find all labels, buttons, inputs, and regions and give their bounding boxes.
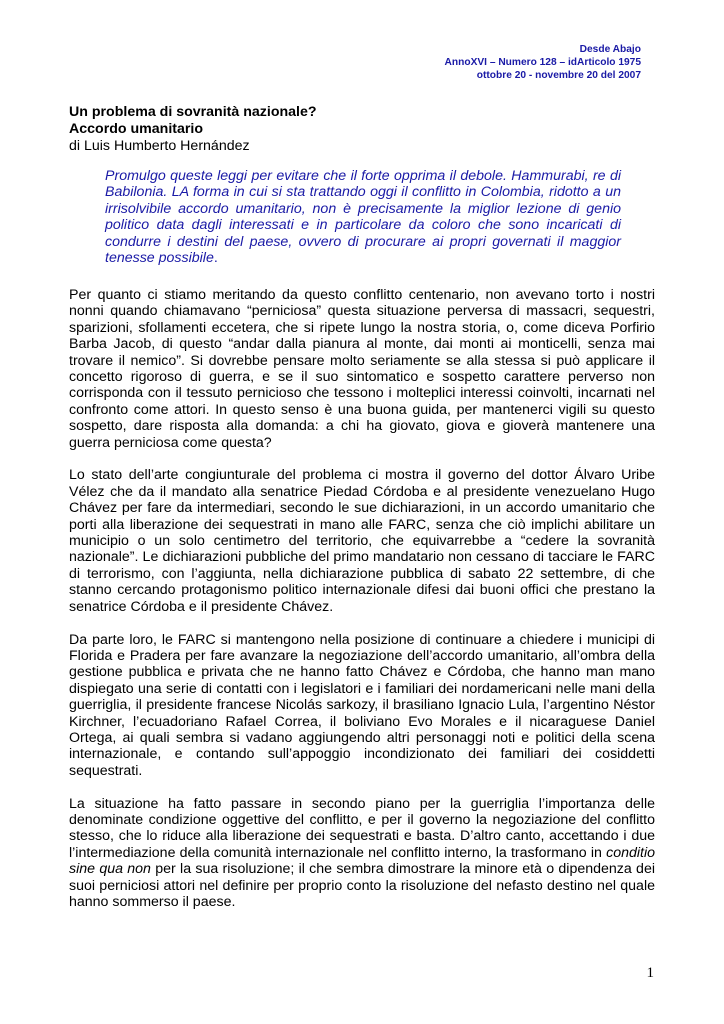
article-title-block bbox=[69, 104, 317, 155]
issue-dates: ottobre 20 - novembre 20 del 2007 bbox=[476, 70, 641, 81]
epigraph-text: Promulgo queste leggi per evitare che il forte opprima il debole. Hammurabi, re di Babilonia. LA forma in cui si sta trattando oggi il conflitto in Colombia, ridotto a un irrisolvibile accordo umanitario, non è precisamente la miglior lezione di genio politico data dagli interessati e in particolare da coloro che sono incaricati di condurre i destini del paese, ovvero di procurare ai propri governati il maggior tenesse possibile bbox=[105, 168, 621, 267]
body-paragraph-2: Lo stato dell’arte congiunturale del problema ci mostra il governo del dottor Álvaro Uribe Vélez che da il mandato alla senatrice Piedad Córdoba e al presidente venezuelano Hugo Chávez per fare da intermediari, secondo le sue dichiarazioni, in un accordo umanitario che porti alla liberazione dei sequestrati in mano alle FARC, senza che ciò implichi abilitare un municipio o un solo centimetro del territorio, che equivarrebbe a “cedere la sovranità nazionale”. Le dichiarazioni pubbliche del primo mandatario non cessano di tacciare le FARC di terrorismo, con l’aggiunta, nella dichiarazione pubblica di sabato 22 settembre, di che stanno cercando protagonismo politico internazionale difesi dai buoni offici che prestano la senatrice Córdoba e il presidente Chávez. bbox=[69, 467, 655, 615]
page-number: 1 bbox=[646, 965, 654, 981]
article-byline: di Luis Humberto Hernández bbox=[69, 138, 250, 154]
article-body bbox=[69, 287, 655, 927]
body-paragraph-4-part-a: La situazione ha fatto passare in secondo piano per la guerriglia l’importanza delle denominate condizione oggettive del conflitto, e per il governo la negoziazione del conflitto stesso, che lo riduce alla liberazione dei sequestrati e basta. D’altro canto, accettando i due l’intermediazione della comunità internazionale nel conflitto interno, la trasformano in bbox=[69, 795, 655, 861]
body-paragraph-3: Da parte loro, le FARC si mantengono nella posizione di continuare a chiedere i municipi di Florida e Pradera per fare avanzare la negoziazione dell’accordo umanitario, all’ombra della gestione pubblica e privata che ne hanno fatto Chávez e Córdoba, che hanno man mano dispiegato una serie di contatti con i legislatori e i familiari dei nordamericani nelle mani della guerriglia, il presidente francese Nicolás sarkozy, il brasiliano Ignacio Lula, l’argentino Néstor Kirchner, l’ecuadoriano Rafael Correa, il boliviano Evo Morales e il nicaraguese Daniel Ortega, ai quali sembra si vadano aggiungendo altri personaggi noti e politici della scena internazionale, e contando sull’appoggio incondizionato dei familiari dei cosiddetti sequestrati. bbox=[69, 631, 655, 779]
article-title-line-1: Un problema di sovranità nazionale? bbox=[69, 104, 317, 120]
epigraph bbox=[105, 168, 621, 266]
publication-header bbox=[445, 43, 641, 82]
body-paragraph-4 bbox=[69, 796, 655, 911]
body-paragraph-1: Per quanto ci stiamo meritando da questo conflitto centenario, non avevano torto i nostri nonni quando chiamavano “perniciosa” questa situazione perversa di massacri, sequestri, sparizioni, sfollamenti eccetera, che si ripete lungo la nostra storia, o, come diceva Porfirio Barba Jacob, di questo “andar dalla pianura al monte, dai monti ai monticelli, senza mai trovare il nemico”. Si dovrebbe pensare molto seriamente se alla stessa si può applicare il concetto rigoroso di guerra, e se il suo sintomatico e sospetto carattere perverso non corrisponda con il tessuto pernicioso che tessono i molteplici interessi coinvolti, incarnati nel confronto come attori. In questo senso è una buona guida, per mantenerci vigili su questo sospetto, dare risposta alla domanda: a chi ha giovato, giova e gioverà mantenere una guerra perniciosa come questa? bbox=[69, 287, 655, 451]
body-paragraph-4-part-b: per la sua risoluzione; il che sembra dimostrare la minore età o dipendenza dei suoi perniciosi attori nel definire per proprio conto la risoluzione del nefasto destino nel quale hanno sommerso il paese. bbox=[69, 861, 655, 910]
article-title-line-2: Accordo umanitario bbox=[69, 121, 204, 137]
publication-name: Desde Abajo bbox=[579, 44, 641, 55]
issue-info: AnnoXVI – Numero 128 – idArticolo 1975 bbox=[444, 57, 641, 68]
epigraph-end: . bbox=[213, 250, 218, 267]
latin-phrase: conditio sine qua non bbox=[69, 844, 655, 878]
